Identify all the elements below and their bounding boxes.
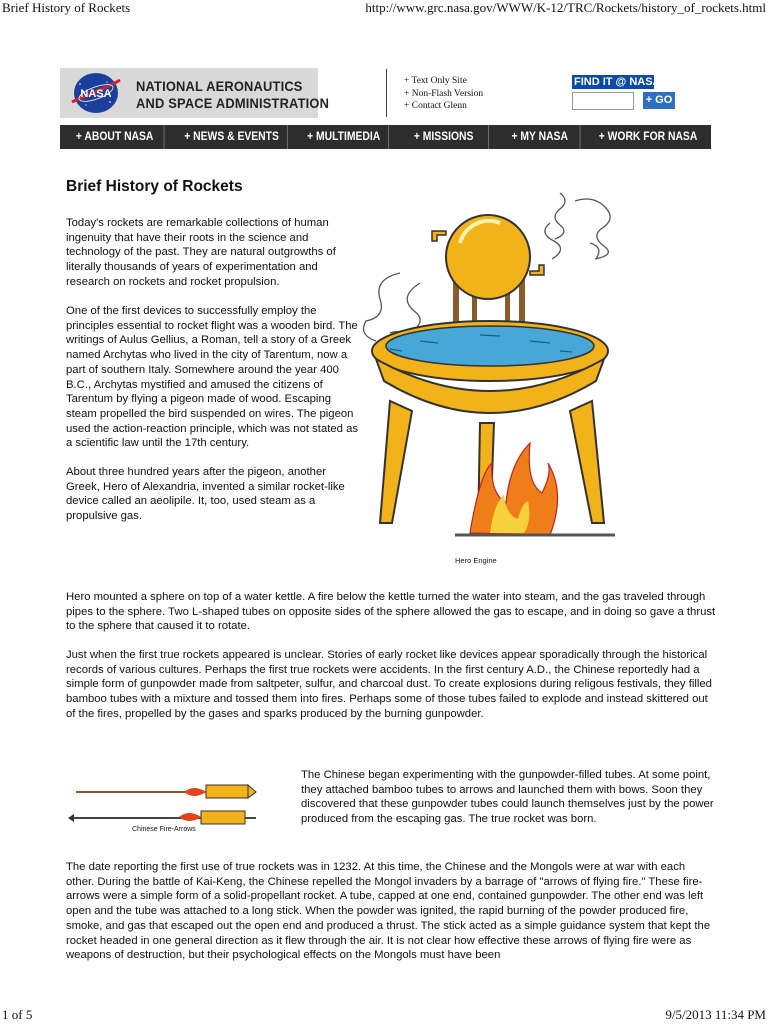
nasa-logo-icon: [70, 72, 122, 114]
svg-text:NASA: NASA: [80, 88, 112, 100]
browser-print-date: 9/5/2013 11:34 PM: [665, 1007, 766, 1022]
hero-engine-illustration: [360, 183, 626, 553]
find-it-label: FIND IT @ NASA :: [574, 76, 667, 88]
go-button[interactable]: + GO: [643, 92, 675, 109]
agency-name-line1: NATIONAL AERONAUTICS: [136, 78, 303, 94]
browser-page-title: Brief History of Rockets: [2, 0, 131, 15]
paragraph-kai-keng: The date reporting the first use of true rockets was in 1232. At this time, the Chinese and the Mongols were at war with each other. During the battle of Kai-Keng, the Chinese repelled the Mongol invaders by a barrage of "arrows of flying fire." These fire-arrows were a simple form of a solid-propellant rocket. A tube, capped at one end, contained gunpowder. The other end was left open and the tube was attached to a long stick. When the powder was ignited, the rapid burning of the powder produced fire, smoke, and gas that escaped out the open end and produced a thrust. The stick acted as a simple guidance system that kept the rocket headed in one general direction as it flew through the air. It is not clear how effective these arrows of flying fire were as weapons of destruction, but their psychological effects on the Mongols must have been: [66, 861, 711, 962]
browser-page-count: 1 of 5: [2, 1007, 33, 1022]
paragraph-intro: Today's rockets are remarkable collections of human ingenuity that have their roots in the science and technology of the past. They are natural outgrowths of literally thousands of years of experimentation and research on rockets and rocket propulsion.: [66, 217, 336, 288]
hero-engine-caption: Hero Engine: [455, 556, 497, 565]
nav-about-nasa[interactable]: + ABOUT NASA: [66, 125, 165, 149]
paragraph-hero-mechanism: Hero mounted a sphere on top of a water kettle. A fire below the kettle turned the water into steam, and the gas traveled through pipes to the sphere. Two L-shaped tubes on opposite sides of the sphere allowed the gas to escape, and in doing so gave a thrust to the sphere that caused it to rotate.: [66, 591, 716, 633]
header-divider: [386, 69, 387, 117]
nav-my-nasa[interactable]: + MY NASA: [499, 125, 580, 149]
paragraph-chinese-experiments: The Chinese began experimenting with the gunpowder-filled tubes. At some point, they attached bamboo tubes to arrows and launched them with bows. Soon they discovered that these gunpowder tubes could launch themselves just by the power produced from the escaping gas. The true rocket was born.: [301, 769, 714, 826]
contact-glenn-link[interactable]: + Contact Glenn: [404, 101, 467, 111]
article-title: Brief History of Rockets: [66, 178, 243, 195]
search-input[interactable]: [572, 92, 634, 110]
agency-name: [136, 78, 329, 112]
nasa-banner[interactable]: [60, 68, 330, 118]
nav-multimedia[interactable]: + MULTIMEDIA: [299, 125, 389, 149]
fire-arrows-caption: Chinese Fire-Arrows: [132, 826, 196, 833]
main-nav: [60, 125, 711, 149]
text-only-site-link[interactable]: + Text Only Site: [404, 76, 467, 86]
non-flash-version-link[interactable]: + Non-Flash Version: [404, 88, 484, 99]
nav-news-events[interactable]: + NEWS & EVENTS: [176, 125, 288, 149]
browser-page-url[interactable]: http://www.grc.nasa.gov/WWW/K-12/TRC/Rockets/history_of_rockets.html: [365, 0, 766, 15]
agency-name-line2: AND SPACE ADMINISTRATION: [136, 95, 330, 111]
paragraph-archytas: One of the first devices to successfully employ the principles essential to rocket flight was a wooden bird. The writings of Aulus Gellius, a Roman, tell a story of a Greek named Archytas who lived in the city of Tarentum, now a part of southern Italy. Somewhere around the year 400 B.C., Archytas mystified and amused the citizens of Tarentum by flying a pigeon made of wood. Escaping steam propelled the bird suspended on wires. The pigeon used the action-reaction principle, which was not stated as a scientific law until the 17th century.: [66, 305, 358, 450]
nav-work-for-nasa[interactable]: + WORK FOR NASA: [598, 131, 698, 143]
paragraph-first-rockets: Just when the first true rockets appeared is unclear. Stories of early rocket like devices appear sporadically through the historical records of various cultures. Perhaps the first true rockets were accidents. In the first century A.D., the Chinese reportedly had a simple form of gunpowder made from saltpeter, sulfur, and charcoal dust. To create explosions during religous festivals, they filled bamboo tubes with a mixture and tossed them into fires. Perhaps some of those tubes failed to explode and instead skittered out of the fires, propelled by the gases and sparks produced by the burning gunpowder.: [66, 649, 712, 720]
nav-missions[interactable]: + MISSIONS: [399, 125, 489, 149]
utility-links: [404, 75, 483, 113]
paragraph-hero: About three hundred years after the pigeon, another Greek, Hero of Alexandria, invented a similar rocket-like device called an aeolipile. It, too, used steam as a propulsive gas.: [66, 466, 345, 523]
